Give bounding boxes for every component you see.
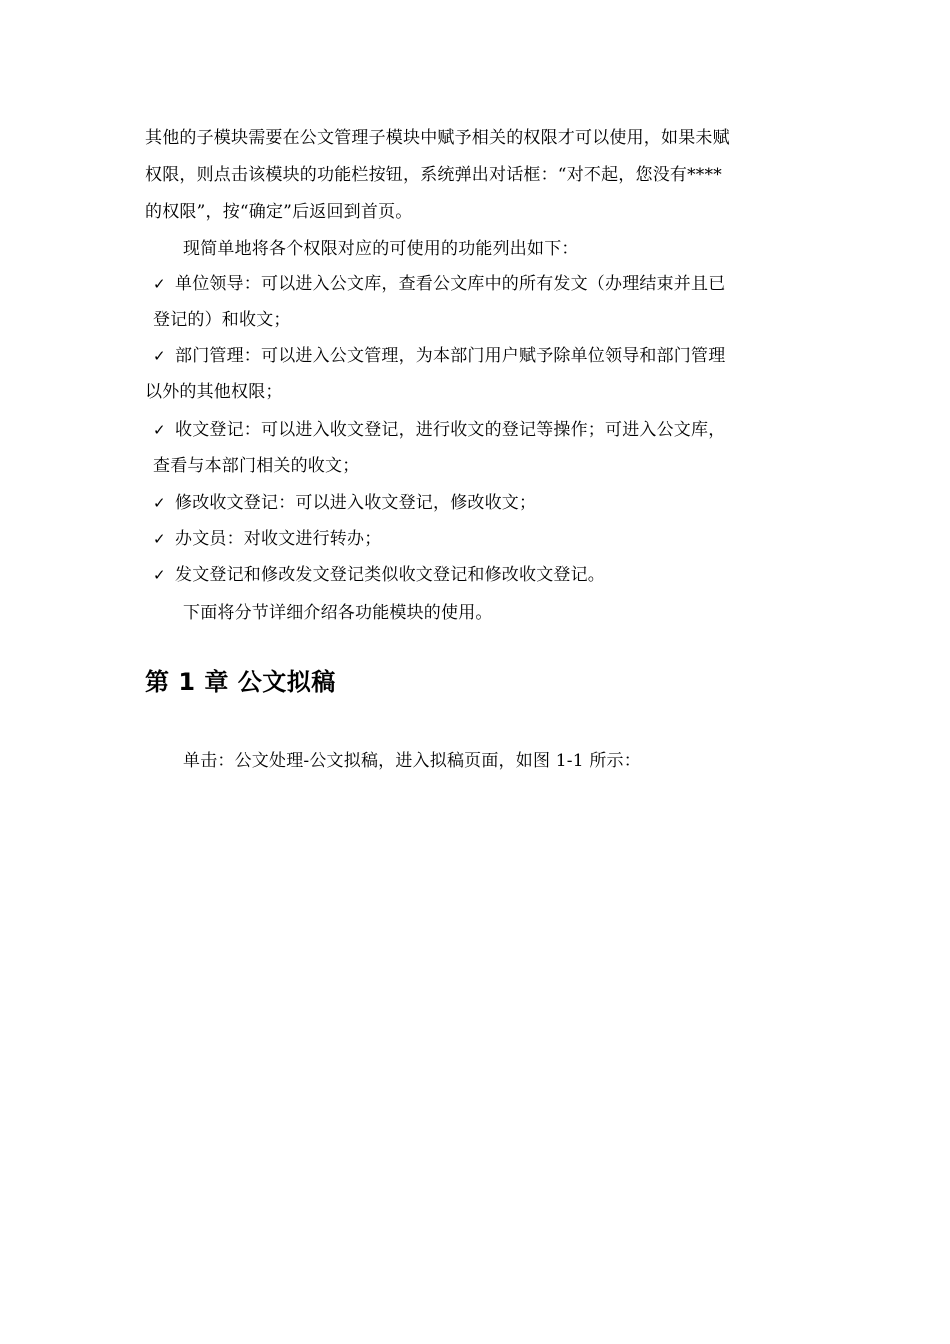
list-item [145, 338, 810, 410]
list-item [153, 412, 810, 484]
list-item-text: 办文员：对收文进行转办； [175, 529, 382, 549]
list-item [153, 266, 810, 338]
check-icon: ✓ [153, 566, 166, 584]
check-icon: ✓ [153, 494, 166, 512]
intro-line-3: 的权限”，按“确定”后返回到首页。 [145, 202, 413, 222]
check-icon: ✓ [153, 530, 166, 548]
list-item [153, 557, 810, 593]
list-item-continuation: 登记的）和收文； [153, 310, 291, 330]
list-item-text: 收文登记：可以进入收文登记，进行收文的登记等操作；可进入公文库， [175, 420, 726, 440]
list-item-text: 修改收文登记：可以进入收文登记，修改收文； [175, 493, 537, 513]
intro-line-2: 权限，则点击该模块的功能栏按钮，系统弹出对话框：“对不起，您没有**** [145, 165, 722, 185]
chapter-intro: 单击：公文处理-公文拟稿，进入拟稿页面，如图 1-1 所示： [183, 751, 641, 771]
list-item-text: 发文登记和修改发文登记类似收文登记和修改收文登记。 [175, 565, 605, 585]
chapter-heading: 第 1 章 公文拟稿 [145, 668, 336, 696]
check-icon: ✓ [153, 421, 166, 439]
list-intro: 现简单地将各个权限对应的可使用的功能列出如下： [183, 239, 579, 259]
closing-paragraph: 下面将分节详细介绍各功能模块的使用。 [183, 603, 493, 623]
intro-line-1: 其他的子模块需要在公文管理子模块中赋予相关的权限才可以使用，如果未赋 [145, 128, 730, 148]
intro-paragraph [145, 120, 810, 231]
list-item-continuation: 查看与本部门相关的收文； [153, 456, 360, 476]
check-icon: ✓ [153, 347, 166, 365]
list-item-continuation: 以外的其他权限； [145, 382, 283, 402]
list-item-text: 单位领导：可以进入公文库，查看公文库中的所有发文（办理结束并且已 [175, 274, 726, 294]
check-icon: ✓ [153, 275, 166, 293]
list-item-text: 部门管理：可以进入公文管理，为本部门用户赋予除单位领导和部门管理 [175, 346, 726, 366]
list-item [153, 485, 810, 521]
list-item [153, 521, 810, 557]
